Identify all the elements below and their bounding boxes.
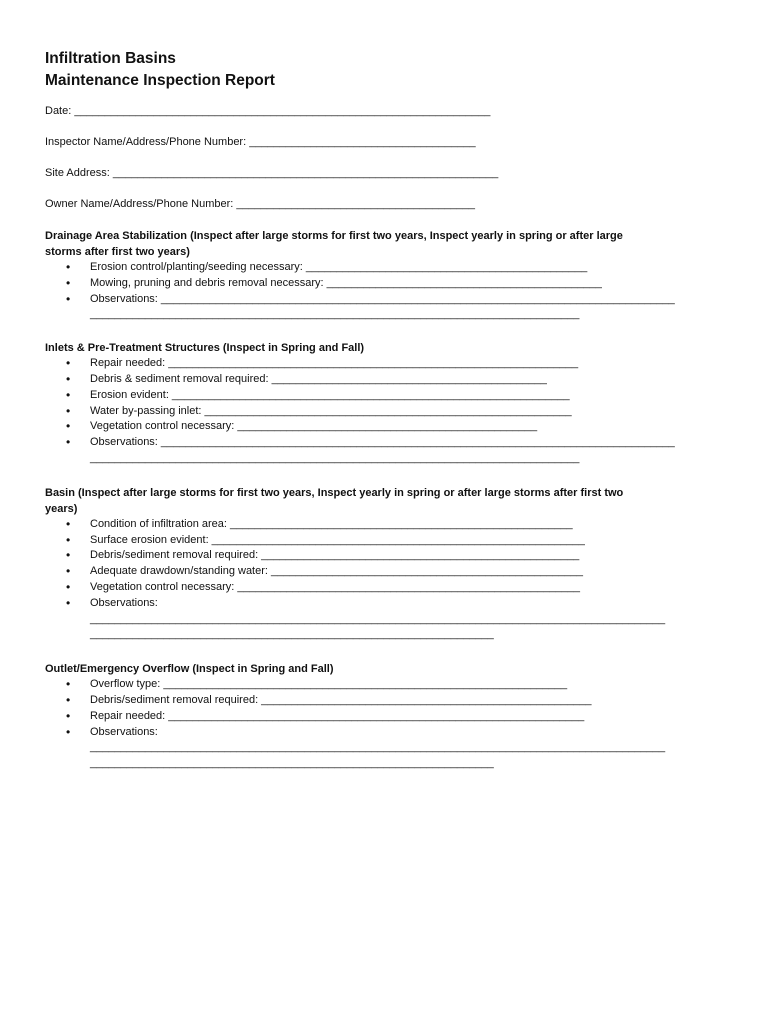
bullet-icon: • [66,435,71,450]
title-line-1: Infiltration Basins [45,50,176,67]
bullet-icon: • [66,260,71,274]
bullet-icon: • [66,548,71,563]
checklist-item[interactable]: • Repair needed: ___________________________________________________________________ [66,356,579,371]
checklist-item[interactable]: • Overflow type: __________________________________________________________________ [66,677,568,692]
observation-line[interactable]: __________________________________________________________________ [90,757,494,770]
section-heading-basin: Basin (Inspect after large storms for first two years, Inspect yearly in spring or after large storms after first two years) [45,486,624,515]
checklist-item[interactable]: • Condition of infiltration area: ________________________________________________________ [66,516,573,531]
inspection-report-page [45,48,735,772]
section-basin [45,485,735,643]
observation-line[interactable]: ________________________________________________________________________________ [90,308,580,321]
checklist-outlet [45,677,735,740]
bullet-icon: • [66,387,71,402]
checklist-item[interactable]: • Observations: [66,595,158,610]
header-fields [45,104,735,211]
section-heading-inlets: Inlets & Pre-Treatment Structures (Inspect in Spring and Fall) [45,342,365,355]
bullet-icon: • [66,579,71,594]
checklist-item[interactable]: • Mowing, pruning and debris removal necessary: _____________________________________________ [66,275,602,290]
bullet-icon: • [66,692,71,707]
bullet-icon: • [66,356,71,371]
bullet-icon: • [66,419,71,434]
checklist-item[interactable]: • Debris & sediment removal required: _____________________________________________ [66,371,547,386]
bullet-icon: • [66,708,71,723]
owner-field[interactable]: Owner Name/Address/Phone Number: _______________________________________ [45,198,475,210]
bullet-icon: • [66,371,71,386]
checklist-item[interactable]: • Debris/sediment removal required: ____________________________________________________ [66,548,580,563]
section-drainage [45,228,735,323]
observation-line[interactable]: __________________________________________________________________ [90,628,494,641]
section-heading-outlet: Outlet/Emergency Overflow (Inspect in Spring and Fall) [45,663,334,676]
section-heading-drainage: Drainage Area Stabilization (Inspect after large storms for first two years, Inspect yearly in spring or after large storms after first two years) [45,230,623,258]
checklist-item[interactable]: • Observations: ____________________________________________________________________________________ [66,291,675,306]
report-title [45,48,735,92]
checklist-inlets [45,356,735,451]
checklist-item[interactable]: • Adequate drawdown/standing water: ___________________________________________________ [66,564,584,579]
section-outlet [45,661,735,772]
observation-line[interactable]: ________________________________________________________________________________ [90,451,580,464]
bullet-icon: • [66,677,71,692]
bullet-icon: • [66,532,71,547]
checklist-item[interactable]: • Observations: [66,724,158,739]
checklist-item[interactable]: • Erosion evident: _________________________________________________________________ [66,387,570,402]
site-address-field[interactable]: Site Address: _______________________________________________________________ [45,167,499,179]
bullet-icon: • [66,564,71,579]
observation-line[interactable]: ______________________________________________________________________________________________ [90,741,666,754]
bullet-icon: • [66,595,71,610]
checklist-item[interactable]: • Vegetation control necessary: ________________________________________________________ [66,579,580,594]
checklist-item[interactable]: • Repair needed: ____________________________________________________________________ [66,708,585,723]
inspector-field[interactable]: Inspector Name/Address/Phone Number: _____________________________________ [45,136,476,148]
title-line-2: Maintenance Inspection Report [45,72,275,89]
bullet-icon: • [66,516,71,531]
checklist-item[interactable]: • Water by-passing inlet: ____________________________________________________________ [66,403,572,418]
checklist-item[interactable]: • Erosion control/planting/seeding necessary: ______________________________________________ [66,260,588,274]
checklist-item[interactable]: • Observations: ____________________________________________________________________________________ [66,435,675,450]
checklist-item[interactable]: • Surface erosion evident: _____________________________________________________________ [66,532,585,547]
bullet-icon: • [66,724,71,739]
bullet-icon: • [66,403,71,418]
checklist-item[interactable]: • Vegetation control necessary: _________________________________________________ [66,419,538,434]
date-field[interactable]: Date: ____________________________________________________________________ [45,105,491,117]
checklist-drainage [45,260,735,307]
checklist-item[interactable]: • Debris/sediment removal required: ______________________________________________________ [66,692,592,707]
bullet-icon: • [66,275,71,290]
section-inlets [45,340,735,467]
observation-line[interactable]: ______________________________________________________________________________________________ [90,612,666,625]
bullet-icon: • [66,291,71,306]
checklist-basin [45,517,735,612]
